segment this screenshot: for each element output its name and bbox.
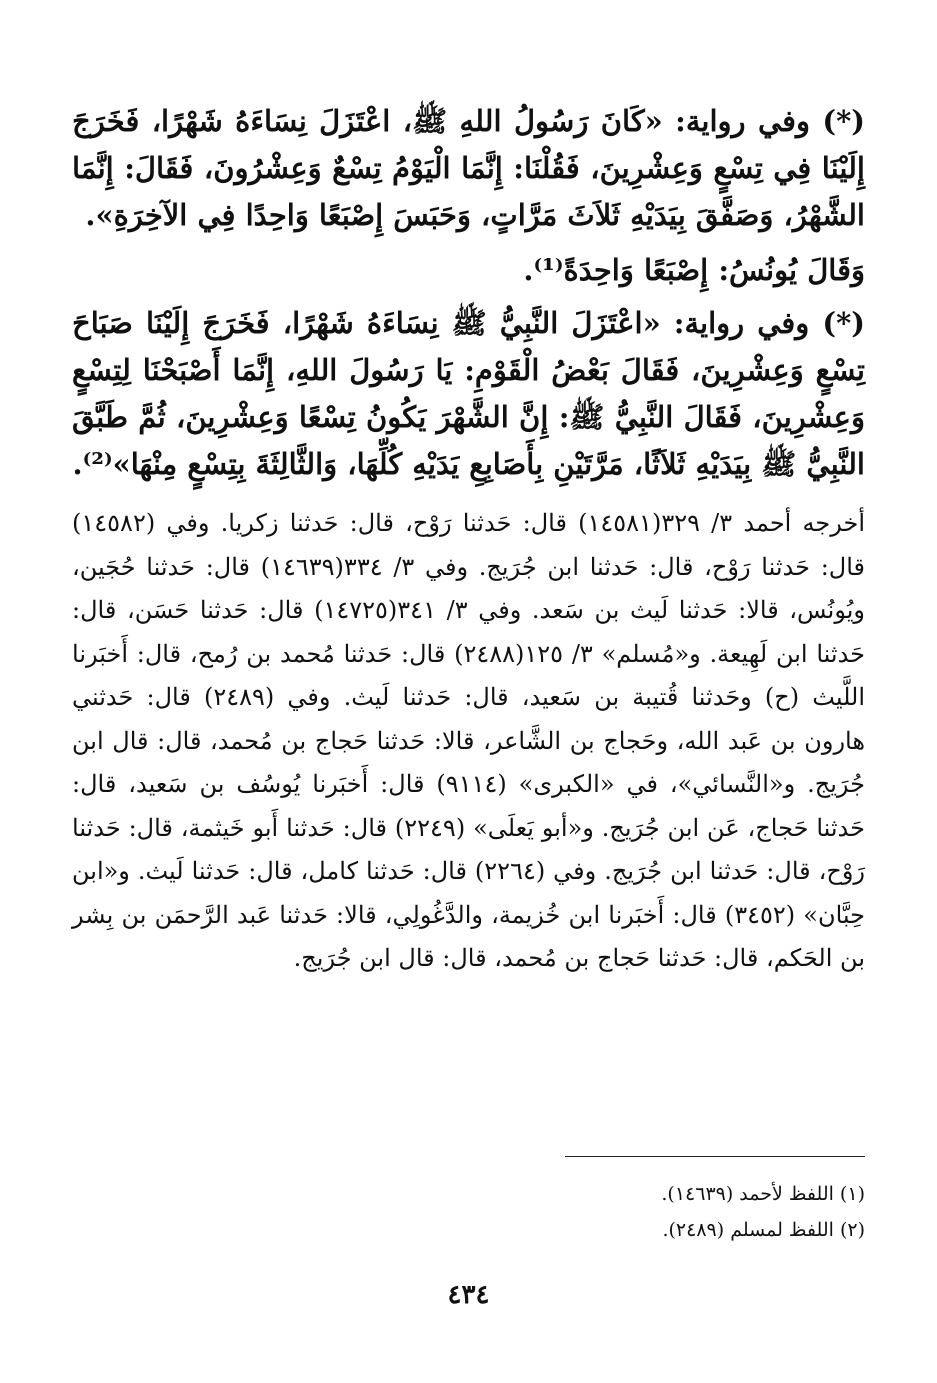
hadith-paragraph-3: (*) وفي رواية: «اعْتَزَلَ النَّبِيُّ ﷺ نِسَاءَهُ شَهْرًا، فَخَرَجَ إِلَيْنَا صَبَاحَ تِسْعٍ وَعِشْرِينَ، فَقَالَ بَعْضُ الْقَوْمِ: يَا رَسُولَ اللهِ، إِنَّمَا أَصْبَحْنَا لِتِسْعٍ وَعِشْرِينَ، فَقَالَ النَّبِيُّ ﷺ: إِنَّ الشَّهْرَ يَكُونُ تِسْعًا وَعِشْرِينَ، ثُمَّ طَبَّقَ النَّبِيُّ ﷺ بِيَدَيْهِ ثَلاَثًا، مَرَّتَيْنِ بِأَصَابِعِ يَدَيْهِ كُلِّهَا، وَالثَّالِثَةَ بِتِسْعٍ مِنْهَا»⁽²⁾. [72,306,865,481]
page-number: ٤٣٤ [447,1280,490,1310]
footnotes [72,1176,865,1248]
footnote-1: (١) اللفظ لأحمد (١٤٦٣٩). [661,1183,865,1205]
footnote-2: (٢) اللفظ لمسلم (٢٤٨٩). [662,1219,865,1241]
takhrij-paragraph: أخرجه أحمد ٣/ ٣٢٩(١٤٥٨١) قال: حَدثنا رَوْح، قال: حَدثنا زكريا. وفي (١٤٥٨٢) قال: حَدثنا رَوْح، قال: حَدثنا ابن جُرَيج. وفي ٣/ ٣٣٤(١٤٦٣٩) قال: حَدثنا حُجَين، ويُونُس، قالا: حَدثنا لَيث بن سَعد. وفي ٣/ ٣٤١(١٤٧٢٥) قال: حَدثنا حَسَن، قال: حَدثنا ابن لَهِيعة. و«مُسلم» ٣/ ١٢٥(٢٤٨٨) قال: حَدثنا مُحمد بن رُمح، قال: أَخبَرنا اللَّيث (ح) وحَدثنا قُتيبة بن سَعيد، قال: حَدثنا لَيث. وفي (٢٤٨٩) قال: حَدثني هارون بن عَبد الله، وحَجاج بن الشَّاعر، قالا: حَدثنا حَجاج بن مُحمد، قال: قال ابن جُرَيج. و«النَّسائي»، في «الكبرى» (٩١١٤) قال: أَخبَرنا يُوسُف بن سَعيد، قال: حَدثنا حَجاج، عَن ابن جُرَيج. و«أبو يَعلَى» (٢٢٤٩) قال: حَدثنا أَبو خَيثمة، قال: حَدثنا رَوْح، قال: حَدثنا ابن جُرَيج. وفي (٢٢٦٤) قال: حَدثنا كامل، قال: حَدثنا لَيث. و«ابن حِبَّان» (٣٤٥٢) قال: أَخبَرنا ابن خُزيمة، والدَّغُولِي، قالا: حَدثنا عَبد الرَّحمَن بن بِشر بن الحَكم، قال: حَدثنا حَجاج بن مُحمد، قال: قال ابن جُرَيج. [72,509,866,972]
hadith-paragraph-1: (*) وفي رواية: «كَانَ رَسُولُ اللهِ ﷺ، اعْتَزَلَ نِسَاءَهُ شَهْرًا، فَخَرَجَ إِلَيْنَا فِي تِسْعٍ وَعِشْرِينَ، فَقُلْنَا: إِنَّمَا الْيَوْمُ تِسْعٌ وَعِشْرُونَ، فَقَالَ: إِنَّمَا الشَّهْرُ، وَصَفَّقَ بِيَدَيْهِ ثَلاَثَ مَرَّاتٍ، وَحَبَسَ إِصْبَعًا وَاحِدًا فِي الآخِرَةِ». [72,104,865,232]
hadith-paragraph-2: وَقَالَ يُونُسُ: إِصْبَعًا وَاحِدَةً⁽¹⁾. [523,253,865,287]
footnote-divider [565,1156,865,1157]
page-body [72,98,865,981]
